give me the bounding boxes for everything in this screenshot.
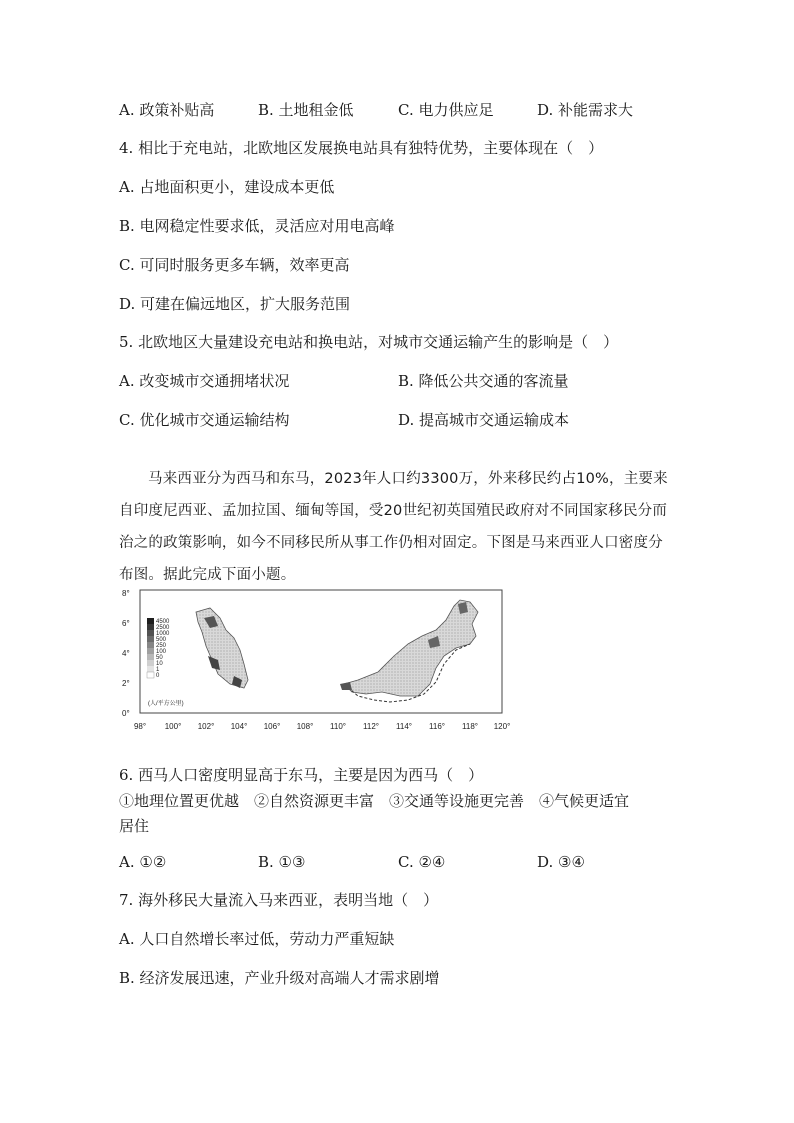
q6-options xyxy=(119,851,679,873)
y-tick-2: 2° xyxy=(122,679,130,688)
legend-label-250: 250 xyxy=(156,643,167,649)
q6-option-b: B. ①③ xyxy=(258,853,306,871)
legend-swatch-500 xyxy=(147,636,154,642)
y-tick-8: 8° xyxy=(122,589,130,598)
x-tick-98: 98° xyxy=(133,722,147,731)
q4-option-c: C. 可同时服务更多车辆，效率更高 xyxy=(119,256,350,274)
x-tick-112: 112° xyxy=(363,722,379,731)
legend-label-0: 0 xyxy=(156,673,160,679)
q6-statements-line2: 居住 xyxy=(119,817,150,835)
q3-option-b: B. 土地租金低 xyxy=(258,101,354,119)
y-tick-4: 4° xyxy=(122,649,130,658)
x-tick-100: 100° xyxy=(164,722,182,731)
x-tick-108: 108° xyxy=(296,722,314,731)
legend-swatch-50 xyxy=(147,654,154,660)
legend-swatch-4500 xyxy=(147,618,154,624)
q5-options-row1 xyxy=(119,370,679,392)
q5-option-b: B. 降低公共交通的客流量 xyxy=(398,372,569,390)
q6-stem: 6. 西马人口密度明显高于东马，主要是因为西马（ ） xyxy=(119,766,484,784)
population-density-map xyxy=(118,584,516,734)
legend-label-2500: 2500 xyxy=(156,625,170,631)
x-tick-118: 118° xyxy=(462,722,478,731)
passage: 马来西亚分为西马和东马，2023年人口约3300万，外来移民约占10%，主要来自印度尼西亚、孟加拉国、缅甸等国，受20世纪初英国殖民政府对不同国家移民分而治之的政策影响，如今不同移民所从事工作仍相对固定。下图是马来西亚人口密度分布图。据此完成下面小题。 xyxy=(119,471,668,583)
q7-option-b: B. 经济发展迅速，产业升级对高端人才需求剧增 xyxy=(119,969,440,987)
x-tick-106: 106° xyxy=(263,722,281,731)
q7-option-a: A. 人口自然增长率过低，劳动力严重短缺 xyxy=(119,930,395,948)
q4-option-b: B. 电网稳定性要求低，灵活应对用电高峰 xyxy=(119,217,395,235)
legend-swatch-100 xyxy=(147,648,154,654)
x-tick-120: 120° xyxy=(493,722,511,731)
q6-option-d: D. ③④ xyxy=(537,853,585,871)
legend-swatch-250 xyxy=(147,642,154,648)
x-tick-114: 114° xyxy=(396,722,412,731)
legend-label-10: 10 xyxy=(156,661,163,667)
legend-swatch-0 xyxy=(147,672,154,678)
q4-option-d: D. 可建在偏远地区，扩大服务范围 xyxy=(119,295,351,313)
q5-stem: 5. 北欧地区大量建设充电站和换电站，对城市交通运输产生的影响是（ ） xyxy=(119,333,619,351)
q6-option-a: A. ①② xyxy=(119,853,167,871)
legend-label-4500: 4500 xyxy=(156,619,170,625)
legend-label-1000: 1000 xyxy=(156,631,170,637)
legend-label-1: 1 xyxy=(156,667,160,673)
legend-swatch-1 xyxy=(147,666,154,672)
x-tick-116: 116° xyxy=(429,722,445,731)
legend-swatch-10 xyxy=(147,660,154,666)
q5-options-row2 xyxy=(119,409,679,431)
q4-stem: 4. 相比于充电站，北欧地区发展换电站具有独特优势，主要体现在（ ） xyxy=(119,139,604,157)
q5-option-c: C. 优化城市交通运输结构 xyxy=(119,411,290,429)
q3-options xyxy=(119,99,679,121)
x-tick-104: 104° xyxy=(230,722,248,731)
q3-option-d: D. 补能需求大 xyxy=(537,101,634,119)
legend-swatch-1000 xyxy=(147,630,154,636)
legend-label-500: 500 xyxy=(156,637,167,643)
q7-stem: 7. 海外移民大量流入马来西亚，表明当地（ ） xyxy=(119,891,439,909)
q6-statements-line1: ①地理位置更优越 ②自然资源更丰富 ③交通等设施更完善 ④气候更适宜 xyxy=(119,792,630,810)
legend-label-100: 100 xyxy=(156,649,167,655)
x-tick-110: 110° xyxy=(330,722,346,731)
legend-unit: (人/平方公里) xyxy=(148,701,184,707)
y-tick-0: 0° xyxy=(122,709,130,718)
q3-option-a: A. 政策补贴高 xyxy=(119,101,215,119)
legend-label-50: 50 xyxy=(156,655,163,661)
q5-option-d: D. 提高城市交通运输成本 xyxy=(398,411,570,429)
q5-option-a: A. 改变城市交通拥堵状况 xyxy=(119,372,290,390)
q6-option-c: C. ②④ xyxy=(398,853,446,871)
y-tick-6: 6° xyxy=(122,619,130,628)
legend-swatch-2500 xyxy=(147,624,154,630)
q3-option-c: C. 电力供应足 xyxy=(398,101,494,119)
x-tick-102: 102° xyxy=(197,722,215,731)
q4-option-a: A. 占地面积更小，建设成本更低 xyxy=(119,178,335,196)
